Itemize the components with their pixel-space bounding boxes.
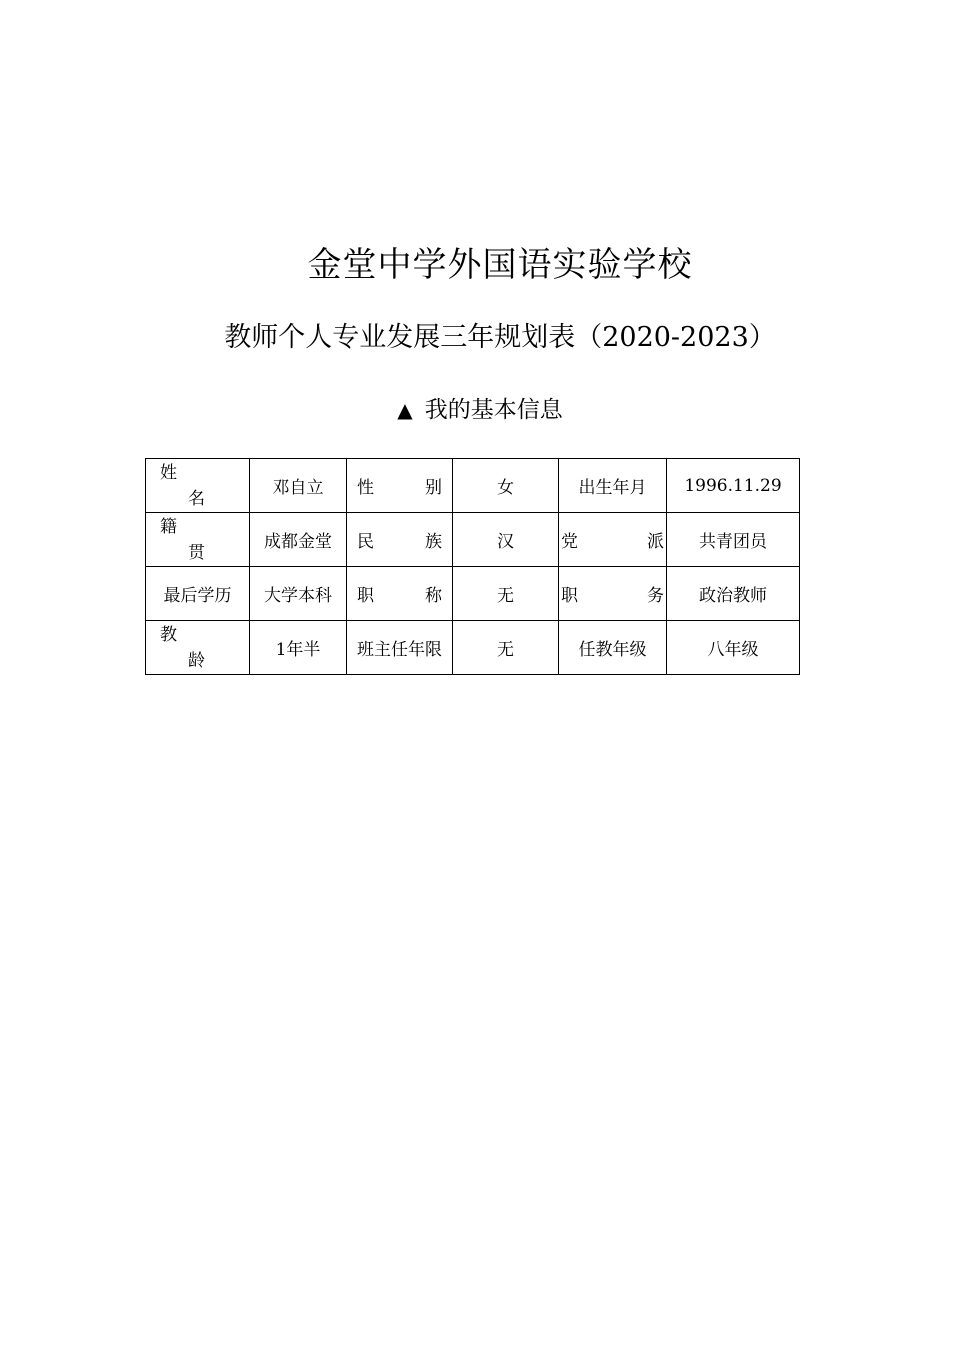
grade-value: 八年级 bbox=[667, 621, 800, 675]
education-value: 大学本科 bbox=[250, 567, 347, 621]
label-cell: 籍 贯 bbox=[146, 513, 250, 567]
label-cell: 民 族 bbox=[347, 513, 453, 567]
party-value: 共青团员 bbox=[667, 513, 800, 567]
document-title: 教师个人专业发展三年规划表（2020-2023） bbox=[224, 322, 776, 353]
label-cell: 党 派 bbox=[559, 513, 667, 567]
label-cell: 最后学历 bbox=[146, 567, 250, 621]
name-value: 邓自立 bbox=[250, 459, 347, 513]
teaching-years-value: 1年半 bbox=[250, 621, 347, 675]
basic-info-table bbox=[145, 458, 800, 675]
ethnicity-value: 汉 bbox=[453, 513, 559, 567]
section-heading bbox=[0, 392, 960, 428]
hometown-value: 成都金堂 bbox=[250, 513, 347, 567]
label-cell: 出生年月 bbox=[559, 459, 667, 513]
label-cell: 任教年级 bbox=[559, 621, 667, 675]
label-cell: 职 称 bbox=[347, 567, 453, 621]
table-row bbox=[146, 513, 800, 567]
label-cell: 职 务 bbox=[559, 567, 667, 621]
head-teacher-years-value: 无 bbox=[453, 621, 559, 675]
label-cell: 性 别 bbox=[347, 459, 453, 513]
position-value: 政治教师 bbox=[667, 567, 800, 621]
label-cell: 班主任年限 bbox=[347, 621, 453, 675]
table-row bbox=[146, 459, 800, 513]
school-name: 金堂中学外国语实验学校 bbox=[307, 245, 693, 285]
birth-date-value: 1996.11.29 bbox=[667, 459, 800, 513]
label-cell: 姓 名 bbox=[146, 459, 250, 513]
section-title: 我的基本信息 bbox=[424, 397, 563, 423]
label-cell: 教 龄 bbox=[146, 621, 250, 675]
table-row bbox=[146, 567, 800, 621]
triangle-marker-icon: ▲ bbox=[397, 398, 413, 422]
table-row bbox=[146, 621, 800, 675]
gender-value: 女 bbox=[453, 459, 559, 513]
title-value: 无 bbox=[453, 567, 559, 621]
